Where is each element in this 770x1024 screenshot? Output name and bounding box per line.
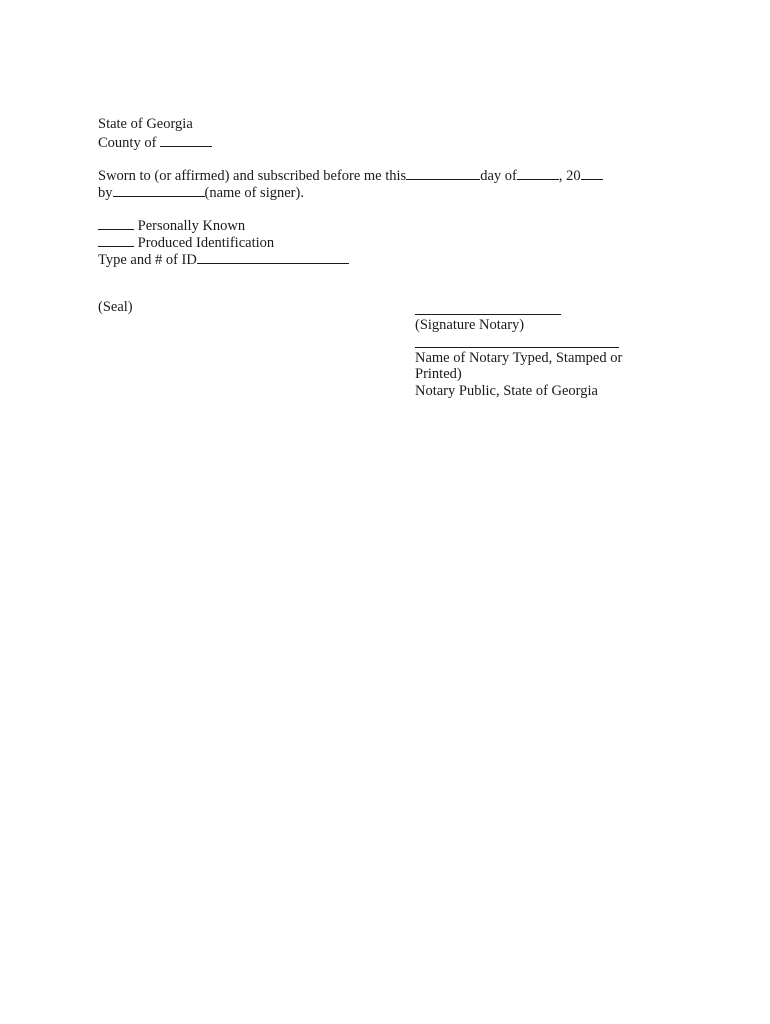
by-label: by: [98, 185, 113, 201]
notary-name-rule: [415, 347, 619, 348]
type-of-id-line: [98, 250, 349, 269]
type-of-id-label: Type and # of ID: [98, 252, 197, 268]
oath-text-a: Sworn to (or affirmed) and subscribed before me this: [98, 168, 407, 184]
oath-line-2: [98, 183, 304, 202]
signature-notary-label: (Signature Notary): [415, 317, 525, 333]
county-line: [98, 133, 212, 152]
state-label: State of Georgia: [98, 116, 193, 132]
notary-name-label-2: Printed): [415, 366, 462, 382]
year-blank: [581, 166, 603, 180]
notary-name-label-1: Name of Notary Typed, Stamped or: [415, 350, 623, 366]
day-blank: [406, 166, 480, 180]
oath-text-c: , 20: [558, 168, 581, 184]
personally-known-label: Personally Known: [137, 218, 246, 234]
type-of-id-blank: [197, 250, 349, 264]
produced-identification-label: Produced Identification: [137, 235, 275, 251]
signer-name-label: (name of signer).: [204, 185, 304, 201]
month-blank: [517, 166, 559, 180]
oath-text-b: day of: [480, 168, 517, 184]
personally-known-blank: [98, 216, 134, 230]
signature-rule: [415, 314, 561, 315]
signer-name-blank: [113, 183, 205, 197]
notary-title: Notary Public, State of Georgia: [415, 383, 598, 399]
county-label: County of: [98, 135, 157, 151]
produced-identification-blank: [98, 233, 134, 247]
county-blank: [160, 133, 212, 147]
seal-label: (Seal): [98, 299, 133, 315]
